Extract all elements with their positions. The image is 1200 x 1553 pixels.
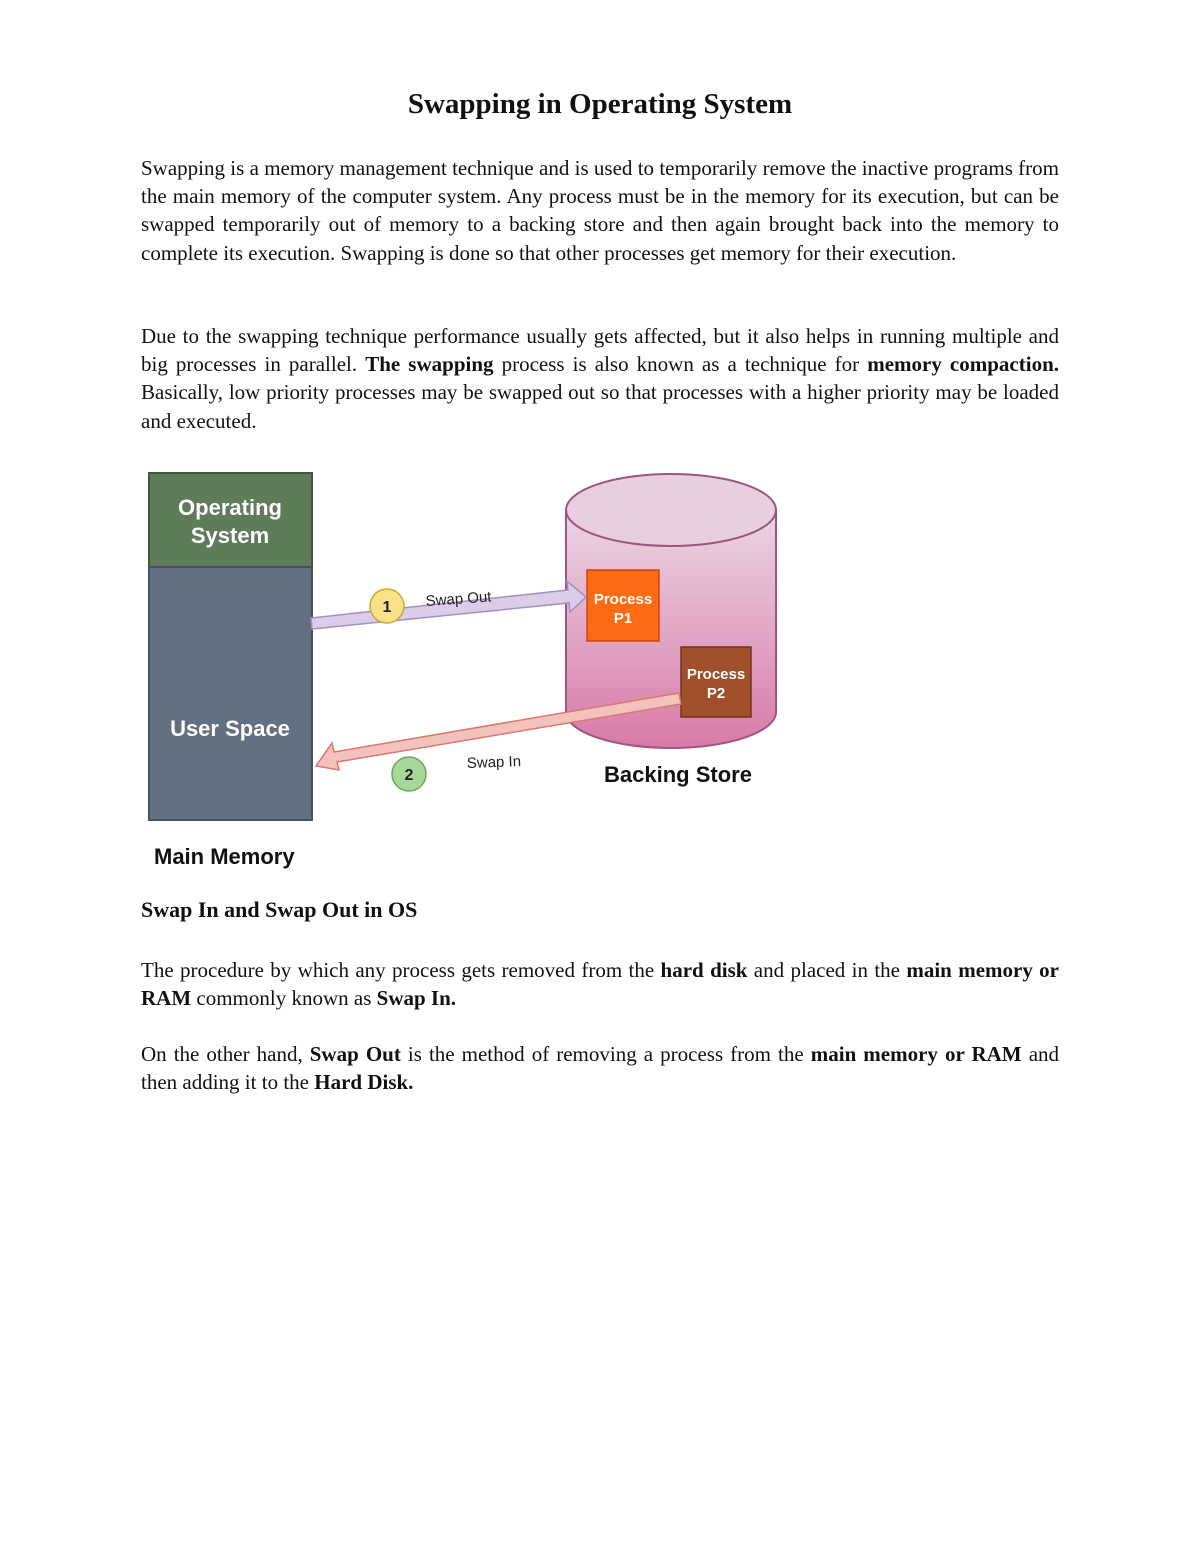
paragraph-text: commonly known as (191, 986, 377, 1011)
bold-text: Swap In. (376, 986, 457, 1011)
user-space-label: User Space (170, 716, 290, 741)
process-p1-label-line2: P1 (613, 610, 633, 627)
backing-store-caption: Backing Store (604, 762, 752, 787)
intro-paragraph: Swapping is a memory management technique and is used to temporarily remove the inactive programs from the main memory of the computer system. Any process must be in the memory for its execution, but can be swapped temporarily out of memory to a backing store and then again brought back into the memory to complete its execution. Swapping is done so that other processes get memory for their execution. (141, 156, 1059, 265)
paragraph-text: and then adding it to the (141, 1042, 1060, 1095)
process-p2-label-line1: Process (686, 666, 746, 683)
bold-text: memory compaction. (867, 352, 1060, 377)
paragraph-text: Basically, low priority processes may be swapped out so that processes with a higher priority may be loaded and executed. (141, 380, 1059, 433)
bold-text: The swapping (365, 352, 494, 377)
backing-store-cylinder-top (566, 474, 776, 546)
page-title: Swapping in Operating System (407, 88, 793, 120)
step-1-number: 1 (382, 599, 392, 616)
process-p1-label-line1: Process (593, 591, 653, 608)
main-memory-caption: Main Memory (154, 844, 295, 869)
swap-in-label: Swap In (466, 753, 522, 772)
paragraph-text: On the other hand, (141, 1042, 310, 1066)
paragraph-text: Due to the swapping technique performance usually gets affected, but it also helps in running multiple and big processes in parallel. (141, 324, 1059, 377)
swapping-diagram (140, 460, 800, 880)
bold-text: Swap Out (309, 1042, 401, 1066)
swap-out-label: Swap Out (425, 588, 492, 610)
step-2-number: 2 (404, 767, 414, 784)
os-block (149, 473, 312, 567)
paragraph-text: and placed in the (747, 958, 907, 982)
bold-text: main memory or RAM (810, 1042, 1022, 1066)
bold-text: main memory or RAM (141, 958, 1060, 1011)
paragraph-text: The procedure by which any process gets removed from the (141, 958, 661, 982)
section-heading: Swap In and Swap Out in OS (141, 897, 418, 922)
swap-in-paragraph (141, 956, 1059, 1012)
process-p2-label-line2: P2 (706, 685, 726, 702)
user-space-block (149, 567, 312, 820)
swap-out-paragraph (141, 1040, 1059, 1096)
bold-text: hard disk (660, 958, 748, 982)
paragraph-text: process is also known as a technique for (493, 352, 868, 377)
os-label-line2: System (190, 523, 270, 548)
paragraph-text: is the method of removing a process from the (400, 1042, 811, 1066)
bold-text: Hard Disk. (314, 1070, 414, 1095)
performance-paragraph (141, 322, 1059, 435)
os-label-line1: Operating (178, 495, 282, 520)
